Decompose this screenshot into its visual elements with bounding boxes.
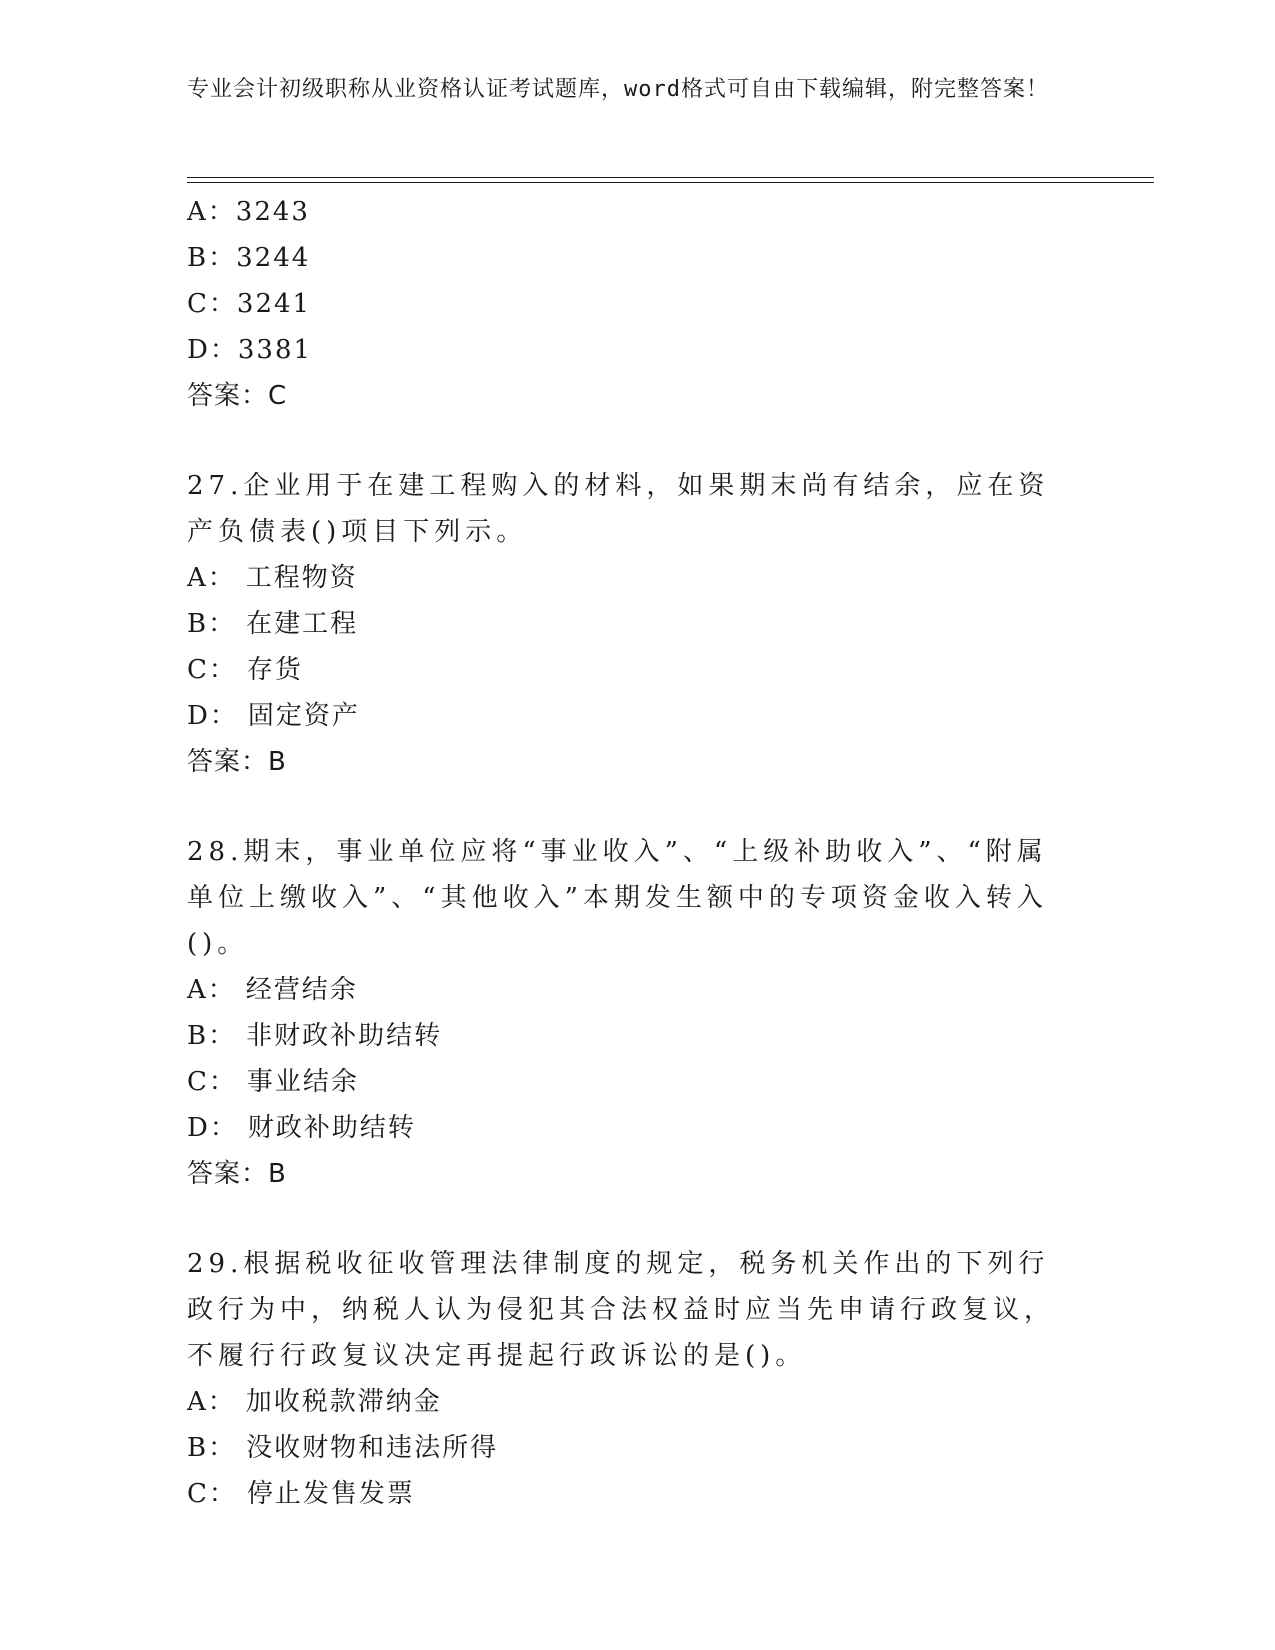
- option-c: C：3241: [187, 289, 312, 319]
- option-d: D：3381: [187, 335, 313, 365]
- question-28: [187, 829, 1087, 1197]
- option-b: B： 没收财物和违法所得: [187, 1433, 499, 1463]
- header-rule-bottom: [187, 182, 1154, 183]
- prev-question: [187, 189, 1087, 419]
- question-29: [187, 1241, 1087, 1517]
- option-a: A： 工程物资: [187, 563, 358, 593]
- option-d: D： 固定资产: [187, 701, 360, 731]
- question-stem: 28.期末，事业单位应将“事业收入”、“上级补助收入”、“附属单位上缴收入”、“其他收入”本期发生额中的专项资金收入转入()。: [187, 837, 1048, 959]
- answer-line: 答案：B: [187, 1159, 287, 1189]
- option-c: C： 存货: [187, 655, 303, 685]
- option-d: D： 财政补助结转: [187, 1113, 416, 1143]
- answer-line: 答案：B: [187, 747, 287, 777]
- option-c: C： 事业结余: [187, 1067, 359, 1097]
- question-stem: 27.企业用于在建工程购入的材料，如果期末尚有结余，应在资产负债表()项目下列示。: [187, 471, 1050, 547]
- option-b: B： 非财政补助结转: [187, 1021, 443, 1051]
- header-note: 专业会计初级职称从业资格认证考试题库，word格式可自由下载编辑，附完整答案！: [187, 77, 1049, 102]
- question-stem: 29.根据税收征收管理法律制度的规定，税务机关作出的下列行政行为中，纳税人认为侵犯其合法权益时应当先申请行政复议，不履行行政复议决定再提起行政诉讼的是()。: [187, 1249, 1056, 1371]
- option-a: A： 经营结余: [187, 975, 358, 1005]
- option-c: C： 停止发售发票: [187, 1479, 415, 1509]
- answer-line: 答案：C: [187, 381, 288, 411]
- question-list: [187, 189, 1087, 1517]
- option-a: A：3243: [187, 197, 310, 227]
- option-a: A： 加收税款滞纳金: [187, 1387, 442, 1417]
- header-rule-top: [187, 177, 1154, 178]
- option-b: B：3244: [187, 243, 311, 273]
- question-27: [187, 463, 1087, 785]
- option-b: B： 在建工程: [187, 609, 359, 639]
